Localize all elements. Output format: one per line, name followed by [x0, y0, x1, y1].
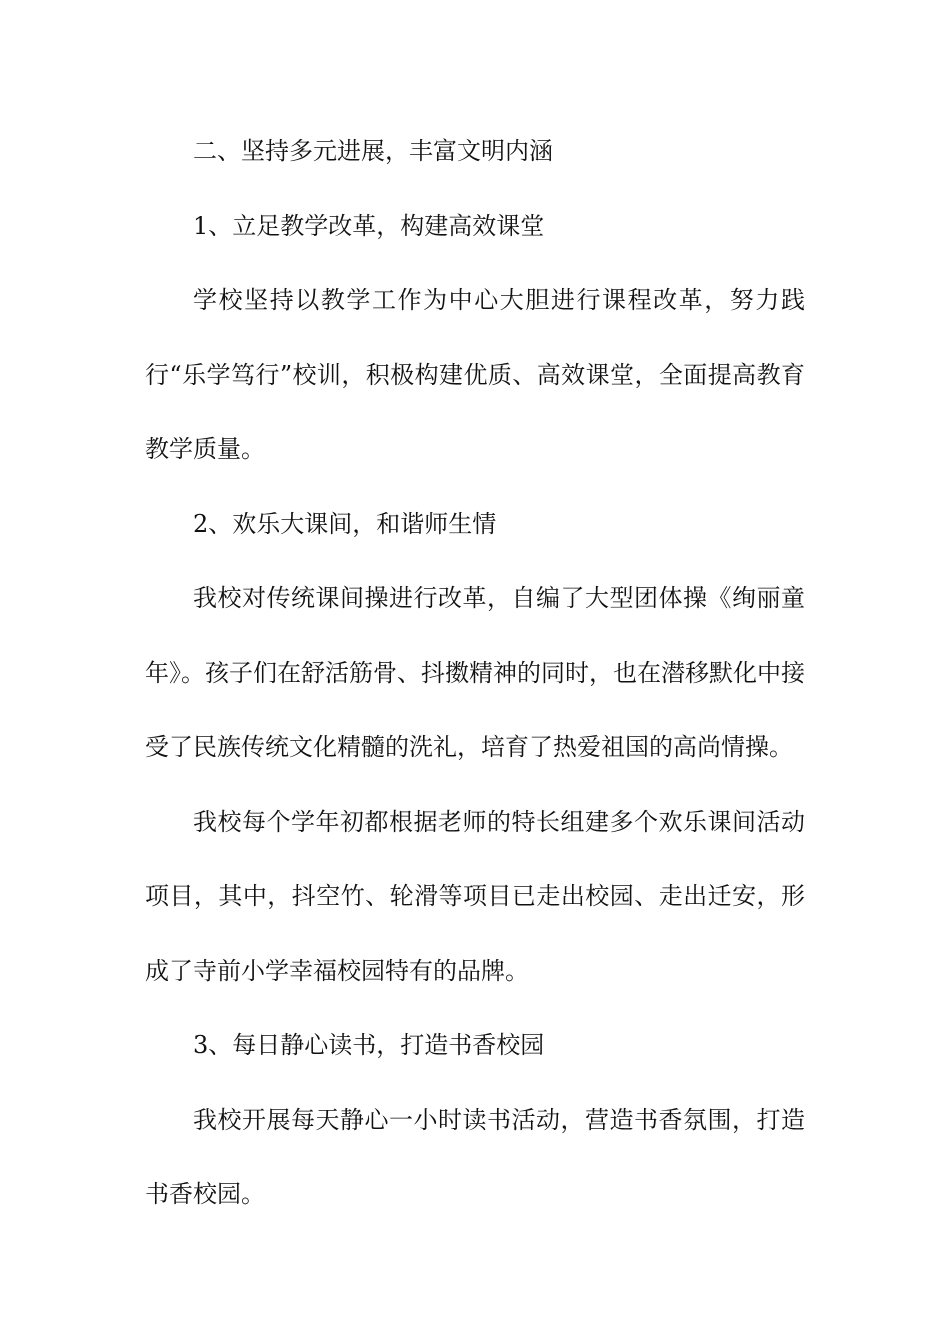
- paragraph-3: 我校每个学年初都根据老师的特长组建多个欢乐课间活动项目，其中，抖空竹、轮滑等项目已走出校园、走出迁安，形成了寺前小学幸福校园特有的品牌。: [145, 807, 805, 985]
- section-heading: 二、坚持多元进展，丰富文明内涵: [193, 137, 553, 165]
- subsection-heading-1: 1、立足教学改革，构建高效课堂: [193, 211, 545, 240]
- document-body: [145, 114, 805, 1232]
- subsection-heading-3: 3、每日静心读书，打造书香校园: [193, 1031, 545, 1059]
- paragraph-4: 我校开展每天静心一小时读书活动，营造书香氛围，打造书香校园。: [145, 1105, 805, 1208]
- subsection-heading-2: 2、欢乐大课间，和谐师生情: [193, 509, 497, 538]
- paragraph-1: 学校坚持以教学工作为中心大胆进行课程改革，努力践行“乐学笃行”校训，积极构建优质、高效课堂，全面提高教育教学质量。: [145, 286, 805, 463]
- paragraph-2: 我校对传统课间操进行改革，自编了大型团体操《绚丽童年》。孩子们在舒活筋骨、抖擞精神的同时，也在潜移默化中接受了民族传统文化精髓的洗礼，培育了热爱祖国的高尚情操。: [145, 584, 805, 761]
